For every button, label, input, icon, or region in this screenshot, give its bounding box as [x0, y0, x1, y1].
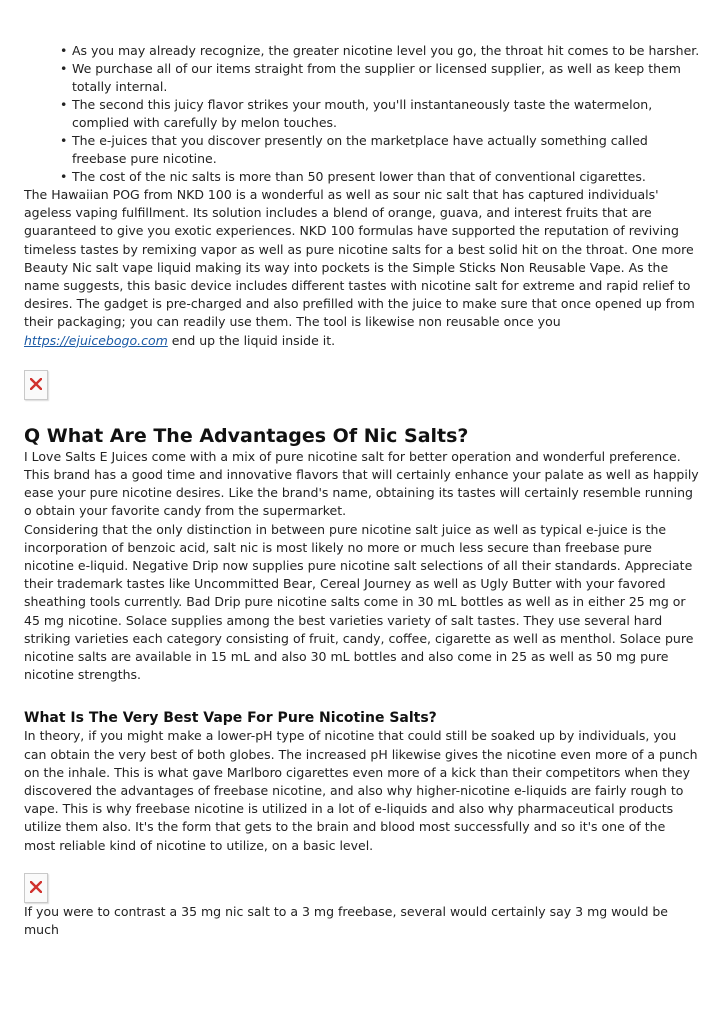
bullet-list — [24, 0, 700, 186]
paragraph-i-love-salts: I Love Salts E Juices come with a mix of pure nicotine salt for better operation and wonderful preference. This brand has a good time and innovative flavors that will certainly enhance your palate as well as happily ease your pure nicotine desires. Like the brand's name, obtaining its tastes will certainly resemble running o obtain your favorite candy from the supermarket. — [24, 448, 699, 519]
paragraph-lower-ph: In theory, if you might make a lower-pH type of nicotine that could still be soaked up by individuals, you can obtain the very best of both globes. The increased pH likewise gives the nicotine even more of a punch on the inhale. This is what gave Marlboro cigarettes even more of a kick than their competitors when they discovered the advantages of freebase nicotine, and also why higher-nicotine e-liquids are fairly rough to vape. This is why freebase nicotine is utilized in a lot of e-liquids and also why pharmaceutical products utilize them also. It's the form that gets to the brain and blood most successfully and so it's one of the most reliable kind of nicotine to utilize, on a basic level. — [24, 728, 698, 853]
section-heading: Q What Are The Advantages Of Nic Salts? — [24, 424, 469, 447]
list-item: • We purchase all of our items straight from the supplier or licensed supplier, as well as keep them totally internal. — [72, 60, 700, 96]
paragraph-contrast: If you were to contrast a 35 mg nic salt to a 3 mg freebase, several would certainly say 3 mg would be much — [24, 903, 668, 938]
paragraph-text-end: end up the liquid inside it. — [167, 332, 336, 348]
paragraph-benzoic-acid: Considering that the only distinction in between pure nicotine salt juice as well as typical e-juice is the incorporation of benzoic acid, salt nic is most likely no more or much less secure than freebase pure nicotine e-liquid. Negative Drip now supplies pure nicotine salt selections of all their standards. Appreciate their trademark tastes like Uncommitted Bear, Cereal Journey as well as Ugly Butter with your favored sheathing tools currently. Bad Drip pure nicotine salts come in 30 mL bottles as well as in either 25 mg or 45 mg nicotine. Solace supplies among the best varieties variety of salt tastes. They use several hard striking varieties each category consisting of fruit, candy, coffee, cigarette as well as menthol. Solace pure nicotine salts are available in 15 mL and also 30 mL bottles and also come in 25 as well as 50 mg pure nicotine strengths. — [24, 521, 694, 683]
list-item: • The e-juices that you discover presently on the marketplace have actually something called freebase pure nicotine. — [72, 132, 700, 168]
broken-image-icon — [30, 881, 42, 893]
paragraph-text: The Hawaiian POG from NKD 100 is a wonderful as well as sour nic salt that has captured individuals' ageless vaping fulfillment. Its solution includes a blend of orange, guava, and interest fruits that are guaranteed to give you exotic experiences. NKD 100 formulas have supported the reputation of reviving timeless tastes by remixing vapor as well as pure nicotine salts for a best solid hit on the throat. One more Beauty Nic salt vape liquid making its way into pockets is the Simple Sticks Non Reusable Vape. As the name suggests, this basic device includes different tastes with nicotine salt for extreme and rapid relief to desires. The gadget is pre-charged and also prefilled with the juice to make sure that once opened up from their packaging; you can readily use them. The tool is likewise non reusable once you — [24, 187, 695, 330]
paragraph-hawaiian-pog — [24, 186, 700, 350]
list-item: • The second this juicy flavor strikes your mouth, you'll instantaneously taste the watermelon, complied with carefully by melon touches. — [72, 96, 700, 132]
subsection-heading: What Is The Very Best Vape For Pure Nicotine Salts? — [24, 710, 437, 727]
broken-image — [24, 873, 48, 903]
broken-image — [24, 370, 48, 400]
broken-image-icon — [30, 378, 42, 390]
ejuicebogo-link[interactable]: https://ejuicebogo.com — [24, 332, 168, 348]
list-item: • The cost of the nic salts is more than 50 present lower than that of conventional cigarettes. — [72, 168, 700, 186]
list-item: • As you may already recognize, the greater nicotine level you go, the throat hit comes to be harsher. — [72, 42, 700, 60]
